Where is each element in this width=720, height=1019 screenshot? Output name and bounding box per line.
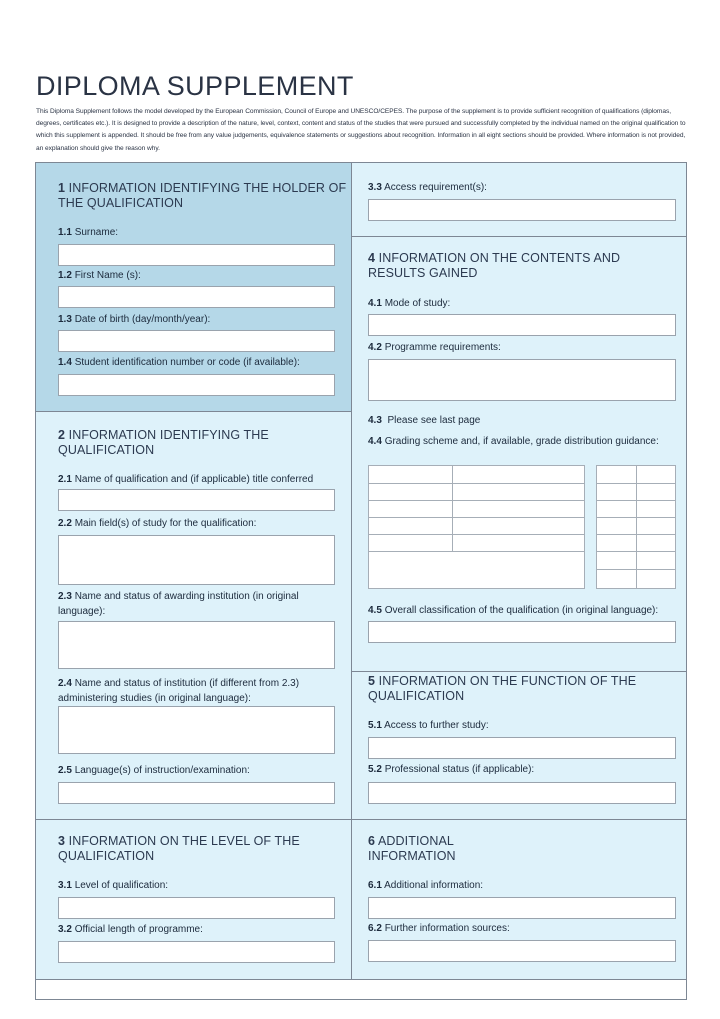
section-4-title: 4 INFORMATION ON THE CONTENTS AND RESULTS GAINED xyxy=(368,251,621,280)
level-of-qualification-field[interactable] xyxy=(58,897,335,919)
page-title: DIPLOMA SUPPLEMENT xyxy=(36,71,354,101)
field-4-1-label: 4.1 Mode of study: xyxy=(368,298,451,309)
date-of-birth-field[interactable] xyxy=(58,330,335,352)
field-3-1-label: 3.1 Level of qualification: xyxy=(58,880,169,891)
field-1-1-label: 1.1 Surname: xyxy=(58,227,119,238)
programme-length-field[interactable] xyxy=(58,941,335,963)
field-2-2-label: 2.2 Main field(s) of study for the qualification: xyxy=(58,518,257,529)
section-1-panel xyxy=(35,162,352,412)
access-requirements-panel xyxy=(351,162,687,237)
field-3-2-label: 3.2 Official length of programme: xyxy=(58,924,203,935)
programme-requirements-field[interactable] xyxy=(368,359,676,401)
section-3-title: 3 INFORMATION ON THE LEVEL OF THE QUALIFICATION xyxy=(58,834,300,863)
field-1-3-label: 1.3 Date of birth (day/month/year): xyxy=(58,314,211,325)
field-4-5-label: 4.5 Overall classification of the qualification (in original language): xyxy=(368,605,659,616)
access-requirements-field[interactable] xyxy=(368,199,676,221)
section-5-panel xyxy=(351,671,687,820)
section-6-panel xyxy=(351,819,687,980)
field-6-2-label: 6.2 Further information sources: xyxy=(368,923,510,934)
administering-institution-field[interactable] xyxy=(58,706,335,754)
section-6-title: 6 ADDITIONAL INFORMATION xyxy=(368,834,456,863)
intro-paragraph: This Diploma Supplement follows the model developed by the European Commission, Council of Europe and UNESCO/CEPES. The purpose of the supplement is to provide sufficient recognition of qualifications (diplomas, degrees, certificates etc.). It is designed to provide a description of the nature, level, context, content and status of the studies that were pursued and successfully completed by the individual named on the original qualification to which this supplement is appended. It should be free from any value judgements, equivalence statements or suggestions about recognition. Information in all eight sections should be provided. Where information is not provided, an explanation should give the reason why. xyxy=(36,108,686,152)
section-4-panel xyxy=(351,236,687,672)
student-id-field[interactable] xyxy=(58,374,335,396)
grading-scheme-table[interactable] xyxy=(368,465,585,589)
professional-status-field[interactable] xyxy=(368,782,676,804)
field-2-5-label: 2.5 Language(s) of instruction/examination: xyxy=(58,765,250,776)
language-of-instruction-field[interactable] xyxy=(58,782,335,804)
further-information-sources-field[interactable] xyxy=(368,940,676,962)
field-4-2-label: 4.2 Programme requirements: xyxy=(368,342,501,353)
section-2-title: 2 INFORMATION IDENTIFYING THE QUALIFICATION xyxy=(58,428,269,457)
first-name-field[interactable] xyxy=(58,286,335,308)
field-1-4-label: 1.4 Student identification number or code (if available): xyxy=(58,357,300,368)
overall-classification-field[interactable] xyxy=(368,621,676,643)
field-of-study-field[interactable] xyxy=(58,535,335,585)
field-2-1-label: 2.1 Name of qualification and (if applicable) title conferred xyxy=(58,474,314,485)
mode-of-study-field[interactable] xyxy=(368,314,676,336)
access-further-study-field[interactable] xyxy=(368,737,676,759)
field-6-1-label: 6.1 Additional information: xyxy=(368,880,484,891)
field-5-1-label: 5.1 Access to further study: xyxy=(368,720,489,731)
field-4-3-label: 4.3 Please see last page xyxy=(368,415,481,426)
awarding-institution-field[interactable] xyxy=(58,621,335,669)
qualification-name-field[interactable] xyxy=(58,489,335,511)
surname-field[interactable] xyxy=(58,244,335,266)
section-2-panel xyxy=(35,411,352,820)
field-4-4-label: 4.4 Grading scheme and, if available, grade distribution guidance: xyxy=(368,436,659,447)
grade-distribution-table[interactable] xyxy=(596,465,676,589)
section-5-title: 5 INFORMATION ON THE FUNCTION OF THE QUALIFICATION xyxy=(368,674,637,703)
field-5-2-label: 5.2 Professional status (if applicable): xyxy=(368,764,535,775)
additional-information-field[interactable] xyxy=(368,897,676,919)
section-3-panel xyxy=(35,819,352,980)
field-2-3-label: 2.3 Name and status of awarding institution (in original language): xyxy=(58,591,299,617)
field-3-3-label: 3.3 Access requirement(s): xyxy=(368,182,487,193)
section-1-title: 1 INFORMATION IDENTIFYING THE HOLDER OF THE QUALIFICATION xyxy=(58,181,347,210)
field-2-4-label: 2.4 Name and status of institution (if different from 2.3) administering studies (in original language): xyxy=(58,678,300,704)
field-1-2-label: 1.2 First Name (s): xyxy=(58,270,141,281)
